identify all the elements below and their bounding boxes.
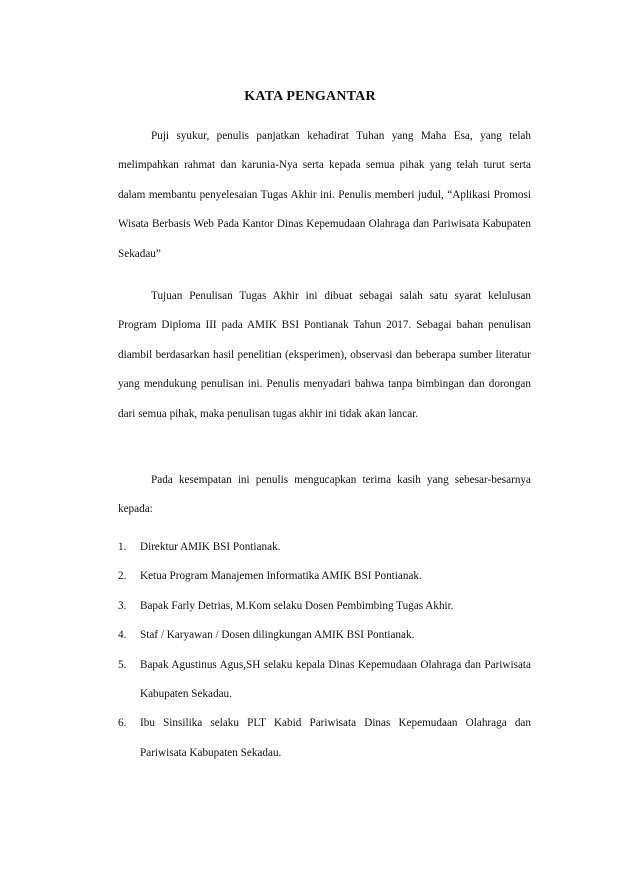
list-item	[118, 709, 531, 768]
list-item-text: Staf / Karyawan / Dosen dilingkungan AMIK BSI Pontianak.	[140, 629, 415, 642]
list-item-number: 1.	[118, 541, 127, 553]
list-item	[118, 651, 531, 710]
paragraph-thanks: Pada kesempatan ini penulis mengucapkan terima kasih yang sebesar-besarnya kepada:	[118, 474, 531, 516]
list-item-text: Bapak Agustinus Agus,SH selaku kepala Dinas Kepemudaan Olahraga dan Pariwisata Kabupaten Sekadau.	[140, 658, 531, 701]
list-item	[118, 592, 531, 621]
list-item	[118, 533, 531, 562]
paragraph-intro: Puji syukur, penulis panjatkan kehadirat Tuhan yang Maha Esa, yang telah melimpahkan rahmat dan karunia-Nya serta kepada semua pihak yang telah turut serta dalam membantu penyelesaian Tugas Akhir ini. Penulis memberi judul, “Aplikasi Promosi Wisata Berbasis Web Pada Kantor Dinas Kepemudaan Olahraga dan Pariwisata Kabupaten Sekadau”	[118, 130, 531, 260]
list-item-text: Bapak Farly Detrias, M.Kom selaku Dosen Pembimbing Tugas Akhir.	[140, 599, 454, 612]
list-item-number: 3.	[118, 599, 127, 612]
list-item	[118, 621, 531, 650]
list-item-number: 6.	[118, 717, 127, 730]
list-item	[118, 562, 531, 591]
list-item-text: Ibu Sinsilika selaku PLT Kabid Pariwisata Dinas Kepemudaan Olahraga dan Pariwisata Kabupaten Sekadau.	[140, 717, 531, 759]
page-title: KATA PENGANTAR	[244, 89, 376, 104]
list-item-number: 5.	[118, 658, 127, 671]
list-item-text: Direktur AMIK BSI Pontianak.	[140, 541, 281, 553]
acknowledgement-list	[118, 533, 531, 768]
paragraph-purpose: Tujuan Penulisan Tugas Akhir ini dibuat sebagai salah satu syarat kelulusan Program Diploma III pada AMIK BSI Pontianak Tahun 2017. Sebagai bahan penulisan diambil berdasarkan hasil penelitian (eksperimen), observasi dan beberapa sumber literatur yang mendukung penulisan ini. Penulis menyadari bahwa tanpa bimbingan dan dorongan dari semua pihak, maka penulisan tugas akhir ini tidak akan lancar.	[118, 290, 531, 420]
list-item-number: 4.	[118, 629, 127, 642]
list-item-number: 2.	[118, 570, 127, 583]
list-item-text: Ketua Program Manajemen Informatika AMIK BSI Pontianak.	[140, 570, 422, 583]
